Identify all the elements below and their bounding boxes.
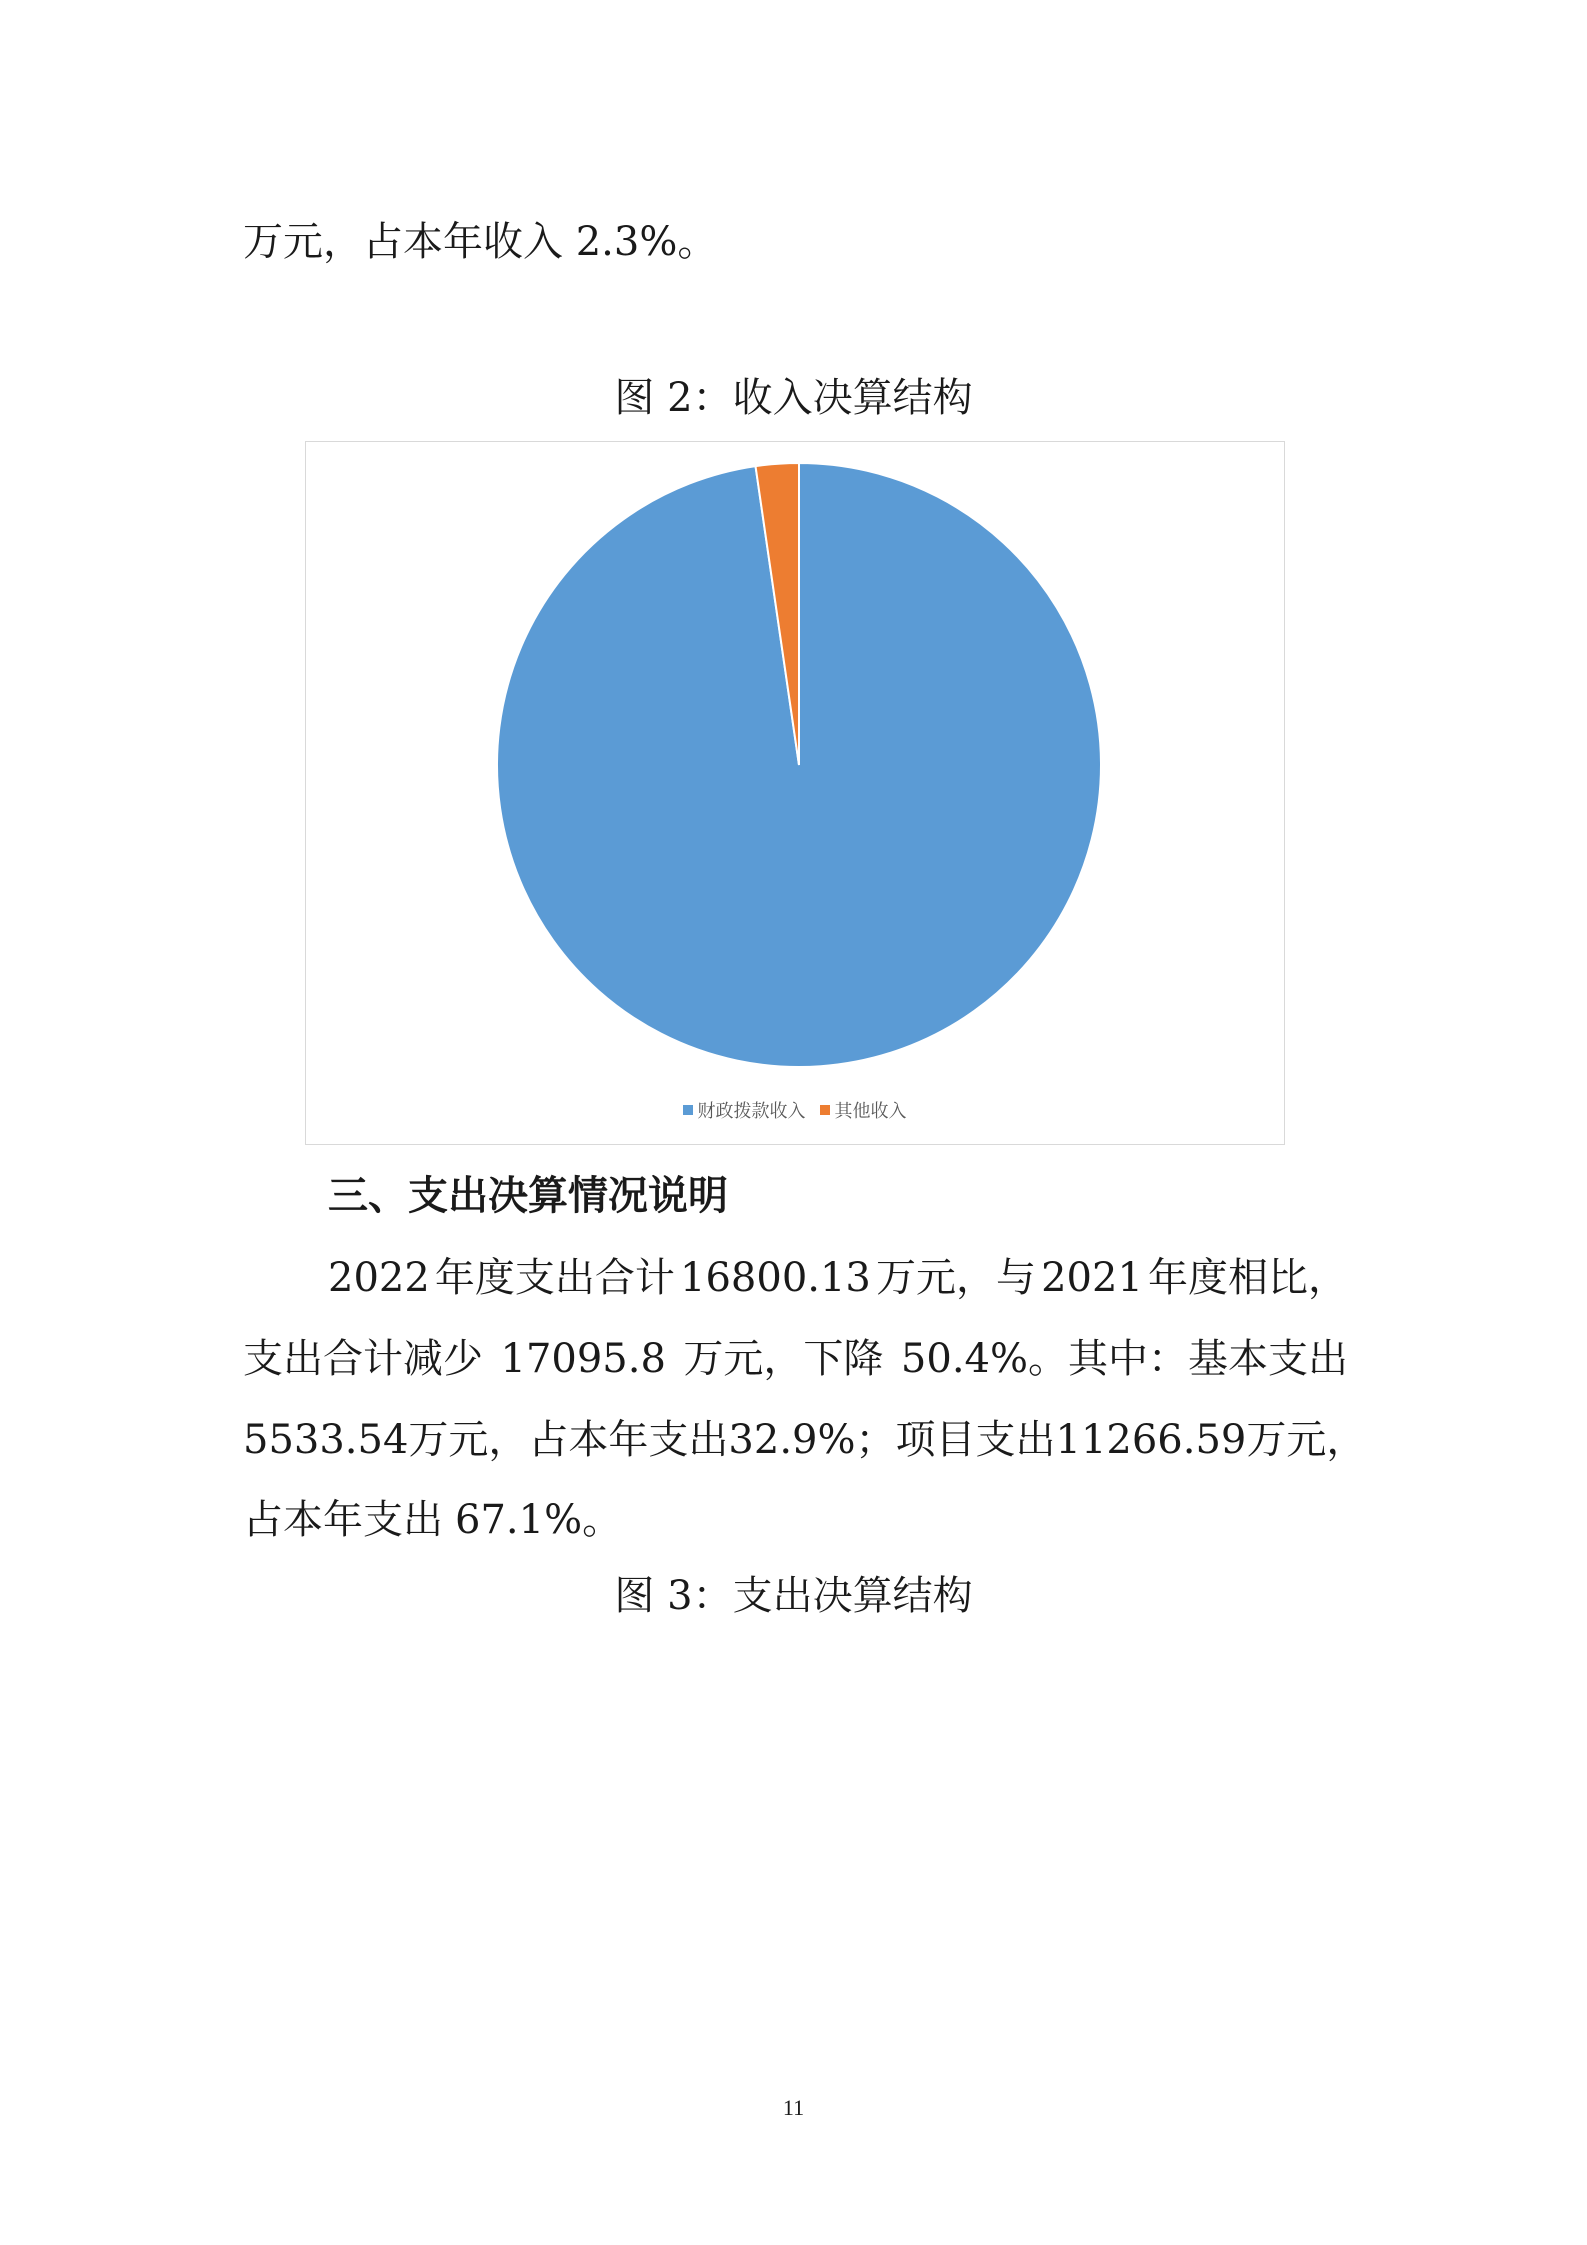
line4-part-0: 占本年支出 [243, 1497, 443, 1543]
legend-label-fiscal: 财政拨款收入 [697, 1101, 806, 1122]
figure3-caption: 图 3：支出决算结构 [614, 1573, 973, 1619]
line1-part-1: 年度支出合计 [434, 1255, 675, 1301]
line4-part-1: 67.1%。 [455, 1497, 623, 1543]
intro-line: 万元，占本年收入 2.3%。 [243, 219, 718, 265]
legend-label-other: 其他收入 [834, 1101, 907, 1122]
section3-line-4 [243, 1492, 1348, 1548]
section3-line-3 [243, 1412, 1367, 1468]
line1-part-0: 2022 [328, 1255, 430, 1301]
legend-swatch-fiscal [683, 1105, 693, 1115]
legend-item-other [820, 1097, 907, 1123]
line3-part-3: 11266.59 [1055, 1417, 1247, 1463]
line2-part-0: 支出合计减少 [243, 1336, 483, 1382]
legend-item-fiscal [683, 1097, 806, 1123]
line1-part-3: 万元，与 [875, 1255, 1036, 1301]
line2-part-1: 17095.8 [500, 1336, 666, 1382]
line1-part-2: 16800.13 [680, 1255, 871, 1301]
pie-svg [306, 442, 1283, 1142]
line3-part-2: 32.9%；项目支出 [728, 1417, 1056, 1463]
line2-part-3: 50.4%。其中：基本支出 [900, 1336, 1348, 1382]
line3-part-4: 万元， [1246, 1417, 1367, 1463]
income-pie-chart [305, 441, 1285, 1145]
section3-heading: 三、支出决算情况说明 [328, 1173, 728, 1219]
line3-part-1: 万元，占本年支出 [408, 1417, 729, 1463]
section3-line-1 [328, 1250, 1348, 1306]
page-number: 11 [782, 2095, 805, 2120]
line1-part-4: 2021 [1041, 1255, 1143, 1301]
section3-line-2 [243, 1331, 1348, 1387]
line2-part-2: 万元，下降 [683, 1336, 884, 1382]
line1-part-5: 年度相比， [1148, 1255, 1348, 1301]
legend-swatch-other [820, 1105, 830, 1115]
chart-legend [306, 1097, 1283, 1123]
figure2-caption: 图 2：收入决算结构 [614, 375, 973, 421]
line3-part-0: 5533.54 [243, 1417, 409, 1463]
